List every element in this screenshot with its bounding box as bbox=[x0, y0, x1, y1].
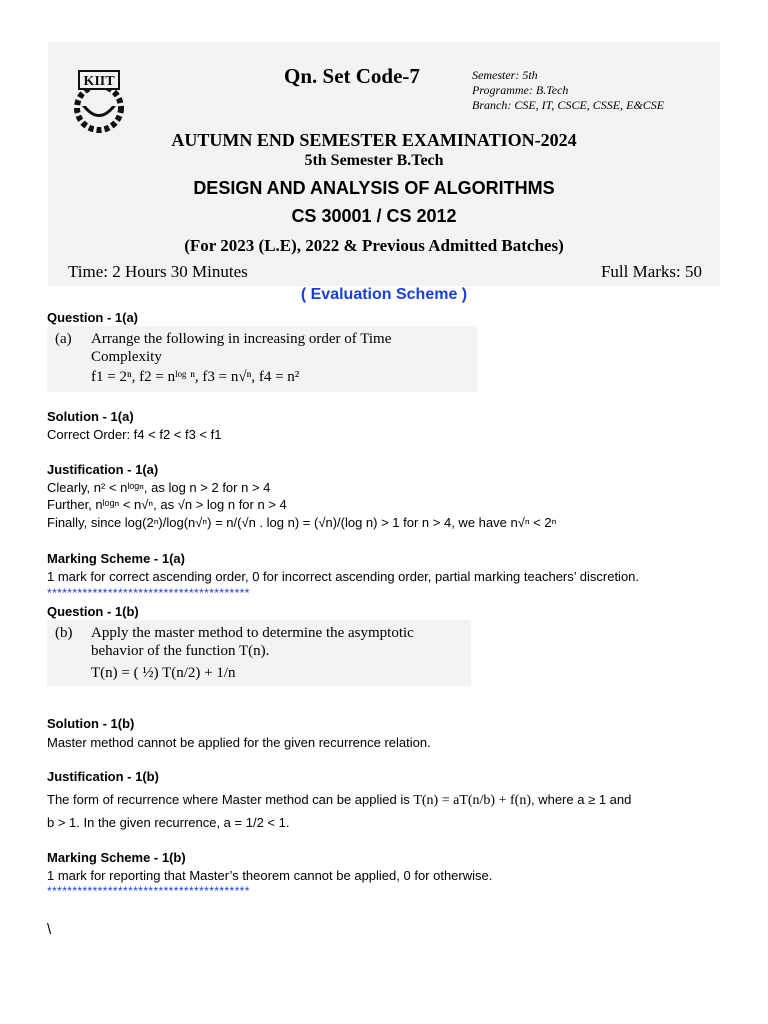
branch-text: Branch: CSE, IT, CSCE, CSSE, E&CSE bbox=[472, 98, 665, 112]
question-1a-text-1: Arrange the following in increasing order of Time bbox=[91, 331, 392, 347]
programme-meta bbox=[472, 68, 664, 113]
kiit-logo bbox=[68, 66, 130, 136]
justification-1a-label: Justification - 1(a) bbox=[47, 462, 159, 477]
question-1b-formula: T(n) = ( ½) T(n/2) + 1/n bbox=[91, 665, 236, 681]
qn-set-code: Qn. Set Code-7 bbox=[284, 64, 420, 88]
question-1a-text-2: Complexity bbox=[91, 349, 162, 365]
full-marks: Full Marks: 50 bbox=[600, 262, 702, 281]
question-1a-box bbox=[47, 326, 477, 392]
subject-title: DESIGN AND ANALYSIS OF ALGORITHMS bbox=[193, 178, 555, 198]
question-1a-label: Question - 1(a) bbox=[47, 310, 139, 325]
question-1b-label: Question - 1(b) bbox=[47, 604, 139, 619]
question-1a-letter: (a) bbox=[55, 331, 72, 347]
exam-title: AUTUMN END SEMESTER EXAMINATION-2024 bbox=[171, 130, 577, 150]
svg-text:KIIT: KIIT bbox=[83, 74, 115, 89]
question-1a-formula: f1 = 2ⁿ, f2 = nˡᵒᵍ ⁿ, f3 = n√ⁿ, f4 = n² bbox=[91, 369, 300, 385]
justification-1a-line-2: Further, nˡᵒᵍⁿ < n√ⁿ, as √n > log n for n > 4 bbox=[47, 497, 287, 512]
justification-1b-label: Justification - 1(b) bbox=[47, 769, 159, 784]
justification-1a-line-3: Finally, since log(2ⁿ)/log(n√ⁿ) = n/(√n . log n) = (√n)/(log n) > 1 for n > 4, we have n√ⁿ < 2ⁿ bbox=[47, 515, 557, 530]
question-1b-letter: (b) bbox=[55, 625, 73, 641]
question-1b-text-1: Apply the master method to determine the asymptotic bbox=[91, 625, 414, 641]
justification-1a-line-1: Clearly, n² < nˡᵒᵍⁿ, as log n > 2 for n > 4 bbox=[47, 480, 271, 495]
batch-info: (For 2023 (L.E), 2022 & Previous Admitted Batches) bbox=[184, 236, 564, 255]
exam-time: Time: 2 Hours 30 Minutes bbox=[68, 262, 248, 281]
semester-line: 5th Semester B.Tech bbox=[304, 152, 444, 169]
evaluation-scheme-title: ( Evaluation Scheme ) bbox=[300, 286, 468, 303]
question-1b-text-2: behavior of the function T(n). bbox=[91, 643, 270, 659]
solution-1a-label: Solution - 1(a) bbox=[47, 409, 134, 424]
solution-1b-label: Solution - 1(b) bbox=[47, 716, 135, 731]
semester-text: Semester: 5th bbox=[472, 68, 538, 82]
justification-1b-line-1 bbox=[47, 791, 737, 809]
programme-text: Programme: B.Tech bbox=[472, 83, 569, 97]
marking-1a-text: 1 mark for correct ascending order, 0 for incorrect ascending order, partial marking teachers’ discretion. bbox=[47, 569, 640, 584]
justification-1b-line-2: b > 1. In the given recurrence, a = 1/2 < 1. bbox=[47, 815, 290, 830]
justification-1b-post: , where a ≥ 1 and bbox=[530, 792, 632, 807]
trailing-backslash: \ bbox=[47, 921, 52, 938]
solution-1b-text: Master method cannot be applied for the given recurrence relation. bbox=[47, 735, 431, 750]
marking-1b-text: 1 mark for reporting that Master’s theorem cannot be applied, 0 for otherwise. bbox=[47, 868, 493, 883]
exam-header bbox=[48, 42, 720, 286]
question-1b-box bbox=[47, 620, 471, 686]
marking-1b-label: Marking Scheme - 1(b) bbox=[47, 850, 186, 865]
marking-1a-label: Marking Scheme - 1(a) bbox=[47, 551, 185, 566]
solution-1a-text: Correct Order: f4 < f2 < f3 < f1 bbox=[47, 427, 222, 442]
separator-stars-2: **************************************** bbox=[47, 884, 250, 898]
separator-stars: **************************************** bbox=[47, 586, 250, 600]
justification-1b-pre: The form of recurrence where Master method can be applied is bbox=[47, 792, 414, 807]
course-code: CS 30001 / CS 2012 bbox=[291, 206, 457, 226]
master-form-formula: T(n) = aT(n/b) + f(n) bbox=[413, 793, 531, 808]
